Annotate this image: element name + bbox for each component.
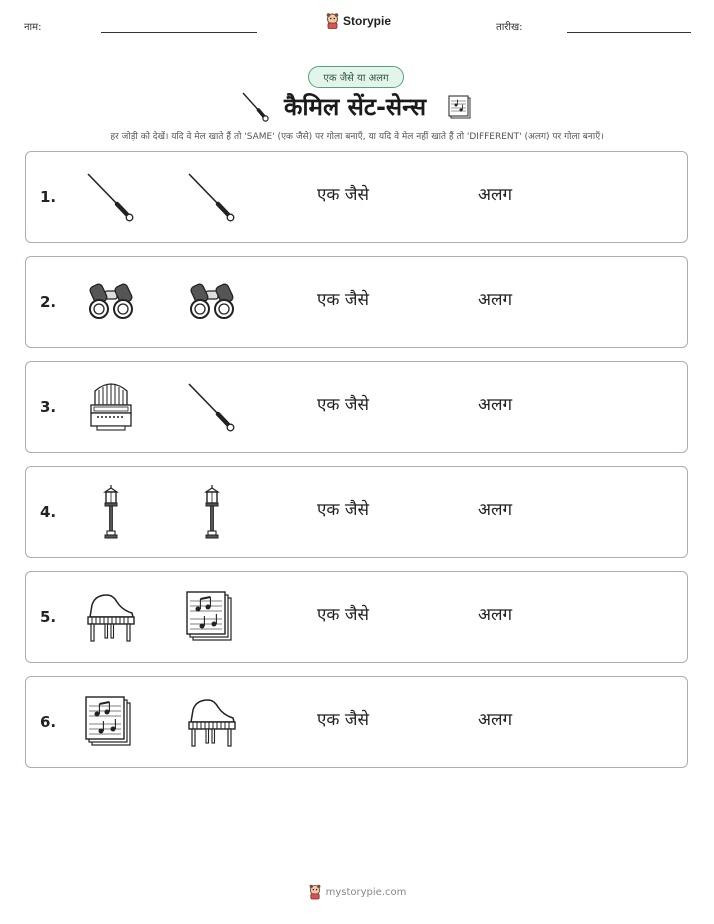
question-number: 1. <box>40 188 57 206</box>
same-option[interactable]: एक जैसे <box>317 185 369 205</box>
binoculars-icon <box>184 274 240 330</box>
name-label: नाम: <box>24 22 42 33</box>
question-number: 2. <box>40 293 57 311</box>
question-number: 6. <box>40 713 57 731</box>
question-number: 5. <box>40 608 57 626</box>
question-row-4 <box>25 466 688 558</box>
baton-icon <box>240 90 270 124</box>
different-option[interactable]: अलग <box>478 710 513 730</box>
street-lamp-icon <box>184 484 240 540</box>
question-number: 3. <box>40 398 57 416</box>
different-option[interactable]: अलग <box>478 185 513 205</box>
sheet-music-icon <box>446 93 474 121</box>
name-field[interactable] <box>101 32 257 33</box>
question-row-2 <box>25 256 688 348</box>
different-option[interactable]: अलग <box>478 500 513 520</box>
date-field[interactable] <box>567 32 691 33</box>
baton-icon <box>184 169 240 225</box>
date-label: तारीख: <box>496 22 523 33</box>
footer-site[interactable]: mystorypie.com <box>325 886 407 898</box>
storypie-mascot-icon <box>308 884 322 900</box>
baton-icon <box>184 379 240 435</box>
worksheet-title: कैमिल सेंट-सेन्स <box>284 93 427 121</box>
sheet-music-icon <box>83 694 139 750</box>
baton-icon <box>83 169 139 225</box>
street-lamp-icon <box>83 484 139 540</box>
brand-logo <box>325 13 391 29</box>
question-row-5 <box>25 571 688 663</box>
different-option[interactable]: अलग <box>478 605 513 625</box>
different-option[interactable]: अलग <box>478 395 513 415</box>
worksheet-type-badge: एक जैसे या अलग <box>308 66 404 88</box>
pipe-organ-icon <box>83 379 139 435</box>
question-row-1 <box>25 151 688 243</box>
instructions: हर जोड़ी को देखें। यदि वे मेल खाते हैं तो 'SAME' (एक जैसे) पर गोला बनाएँ, या यदि वे मेल नहीं खाते हैं तो 'DIFFERENT' (अलग) पर गोला बनाएँ। <box>110 132 604 142</box>
grand-piano-icon <box>184 694 240 750</box>
same-option[interactable]: एक जैसे <box>317 605 369 625</box>
question-row-3 <box>25 361 688 453</box>
same-option[interactable]: एक जैसे <box>317 290 369 310</box>
same-option[interactable]: एक जैसे <box>317 500 369 520</box>
brand-name: Storypie <box>343 14 392 28</box>
same-option[interactable]: एक जैसे <box>317 395 369 415</box>
grand-piano-icon <box>83 589 139 645</box>
same-option[interactable]: एक जैसे <box>317 710 369 730</box>
footer <box>0 884 714 900</box>
different-option[interactable]: अलग <box>478 290 513 310</box>
binoculars-icon <box>83 274 139 330</box>
question-row-6 <box>25 676 688 768</box>
sheet-music-icon <box>184 589 240 645</box>
question-number: 4. <box>40 503 57 521</box>
title-row <box>238 88 478 124</box>
storypie-mascot-icon <box>325 13 340 29</box>
